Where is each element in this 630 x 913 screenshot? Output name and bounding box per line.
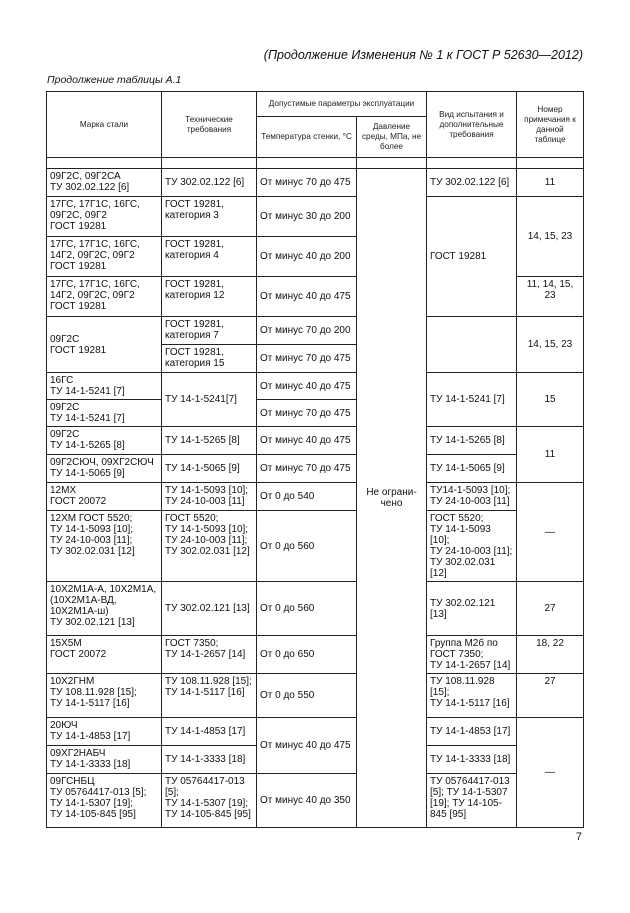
tech-cell: ТУ 302.02.122 [6] (162, 169, 257, 197)
test-cell: ТУ 14-1-5265 [8] (427, 427, 517, 455)
note-cell: 27 (517, 674, 584, 718)
temp-cell: От 0 до 650 (257, 636, 357, 674)
tech-cell: ТУ 108.11.928 [15]; ТУ 14-1-5117 [16] (162, 674, 257, 718)
temp-cell: От 0 до 560 (257, 582, 357, 636)
test-cell: Группа М2б по ГОСТ 7350; ТУ 14-1-2657 [14] (427, 636, 517, 674)
test-cell: ТУ14-1-5093 [10]; ТУ 24-10-003 [11] (427, 483, 517, 511)
temp-cell: От минус 40 до 200 (257, 237, 357, 277)
note-cell: 11, 14, 15, 23 (517, 277, 584, 317)
note-cell: — (517, 718, 584, 828)
test-cell: ТУ 14-1-3333 [18] (427, 746, 517, 774)
table-continuation-label: Продолжение таблицы А.1 (47, 74, 182, 86)
table-row (47, 197, 584, 237)
temp-cell: От минус 70 до 475 (257, 455, 357, 483)
tech-cell: ГОСТ 19281, категория 15 (162, 345, 257, 373)
temp-cell: От минус 70 до 475 (257, 169, 357, 197)
steel-cell: 09Г2СЮЧ, 09ХГ2СЮЧ ТУ 14-1-5065 [9] (47, 455, 162, 483)
tech-cell: ГОСТ 19281, категория 7 (162, 317, 257, 345)
steel-cell: 12ХМ ГОСТ 5520; ТУ 14-1-5093 [10]; ТУ 24-10-003 [11]; ТУ 302.02.031 [12] (47, 511, 162, 582)
table-row (47, 674, 584, 718)
table-row (47, 774, 584, 828)
table-row (47, 636, 584, 674)
steel-cell: 09Г2С, 09Г2СА ТУ 302.02.122 [6] (47, 169, 162, 197)
col-note-number: Номер примечания к данной таблице (517, 92, 584, 158)
table-row (47, 582, 584, 636)
table-row (47, 373, 584, 400)
pressure-cell: Не ограни- чено (357, 169, 427, 828)
steel-cell: 09Г2С ГОСТ 19281 (47, 317, 162, 373)
steel-cell: 09Г2С ТУ 14-1-5265 [8] (47, 427, 162, 455)
document-header: (Продолжение Изменения № 1 к ГОСТ Р 52630—2012) (263, 48, 583, 62)
temp-cell: От 0 до 560 (257, 511, 357, 582)
note-cell: 15 (517, 373, 584, 427)
test-cell: ТУ 14-1-5065 [9] (427, 455, 517, 483)
tech-cell: ТУ 14-1-5241[7] (162, 373, 257, 427)
tech-cell: ГОСТ 19281, категория 12 (162, 277, 257, 317)
table-row (47, 427, 584, 455)
temp-cell: От минус 40 до 475 (257, 373, 357, 400)
temp-cell: От минус 40 до 475 (257, 277, 357, 317)
col-wall-temperature: Температура стенки, °С (257, 117, 357, 158)
steel-cell: 09Г2С ТУ 14-1-5241 [7] (47, 400, 162, 427)
test-cell: ГОСТ 19281 (427, 197, 517, 317)
test-cell: ТУ 302.02.121 [13] (427, 582, 517, 636)
test-cell: ГОСТ 5520; ТУ 14-1-5093 [10]; ТУ 24-10-003 [11]; ТУ 302.02.031 [12] (427, 511, 517, 582)
test-cell (427, 317, 517, 373)
steel-cell: 15Х5М ГОСТ 20072 (47, 636, 162, 674)
steel-cell: 20ЮЧ ТУ 14-1-4853 [17] (47, 718, 162, 746)
test-cell: ТУ 108.11.928 [15]; ТУ 14-1-5117 [16] (427, 674, 517, 718)
temp-cell: От минус 40 до 475 (257, 718, 357, 774)
table-row (47, 169, 584, 197)
note-cell: 11 (517, 427, 584, 483)
tech-cell: ТУ 14-1-5265 [8] (162, 427, 257, 455)
steel-cell: 17ГС, 17Г1С, 16ГС, 09Г2С, 09Г2 ГОСТ 19281 (47, 197, 162, 237)
steel-cell: 16ГС ТУ 14-1-5241 [7] (47, 373, 162, 400)
col-technical-requirements: Технические требования (162, 92, 257, 158)
tech-cell: ТУ 14-1-5065 [9] (162, 455, 257, 483)
temp-cell: От минус 70 до 200 (257, 317, 357, 345)
steel-cell: 10Х2М1А-А, 10Х2М1А, (10Х2М1А-ВД, 10Х2М1А-ш) ТУ 302.02.121 [13] (47, 582, 162, 636)
note-cell: 14, 15, 23 (517, 317, 584, 373)
note-cell: 27 (517, 582, 584, 636)
steel-cell: 09ХГ2НАБЧ ТУ 14-1-3333 [18] (47, 746, 162, 774)
steel-cell: 10Х2ГНМ ТУ 108.11.928 [15]; ТУ 14-1-5117 [16] (47, 674, 162, 718)
temp-cell: От минус 70 до 475 (257, 345, 357, 373)
col-pressure: Давление среды, МПа, не более (357, 117, 427, 158)
note-cell: 18, 22 (517, 636, 584, 674)
temp-cell: От минус 40 до 475 (257, 427, 357, 455)
note-cell: 14, 15, 23 (517, 197, 584, 277)
table-row (47, 455, 584, 483)
table-row (47, 317, 584, 345)
steel-cell: 12МХ ГОСТ 20072 (47, 483, 162, 511)
table-row (47, 511, 584, 582)
tech-cell: ГОСТ 19281, категория 3 (162, 197, 257, 237)
temp-cell: От 0 до 550 (257, 674, 357, 718)
col-steel-grade: Марка стали (47, 92, 162, 158)
tech-cell: ТУ 14-1-4853 [17] (162, 718, 257, 746)
note-cell: 11 (517, 169, 584, 197)
test-cell: ТУ 14-1-4853 [17] (427, 718, 517, 746)
test-cell: ТУ 302.02.122 [6] (427, 169, 517, 197)
steel-cell: 17ГС, 17Г1С, 16ГС, 14Г2, 09Г2С, 09Г2 ГОСТ 19281 (47, 277, 162, 317)
tech-cell: ТУ 05764417-013 [5]; ТУ 14-1-5307 [19]; ТУ 14-105-845 [95] (162, 774, 257, 828)
note-cell: — (517, 483, 584, 582)
tech-cell: ГОСТ 19281, категория 4 (162, 237, 257, 277)
page-number: 7 (575, 831, 582, 843)
tech-cell: ГОСТ 7350; ТУ 14-1-2657 [14] (162, 636, 257, 674)
tech-cell: ГОСТ 5520; ТУ 14-1-5093 [10]; ТУ 24-10-003 [11]; ТУ 302.02.031 [12] (162, 511, 257, 582)
col-operating-params: Допустимые параметры эксплуатации (257, 92, 427, 117)
temp-cell: От минус 70 до 475 (257, 400, 357, 427)
temp-cell: От 0 до 540 (257, 483, 357, 511)
tech-cell: ТУ 14-1-5093 [10]; ТУ 24-10-003 [11] (162, 483, 257, 511)
test-cell: ТУ 05764417-013 [5]; ТУ 14-1-5307 [19]; ТУ 14-105- 845 [95] (427, 774, 517, 828)
table-row (47, 718, 584, 746)
steel-cell: 09ГСНБЦ ТУ 05764417-013 [5]; ТУ 14-1-5307 [19]; ТУ 14-105-845 [95] (47, 774, 162, 828)
steel-cell: 17ГС, 17Г1С, 16ГС, 14Г2, 09Г2С, 09Г2 ГОСТ 19281 (47, 237, 162, 277)
test-cell: ТУ 14-1-5241 [7] (427, 373, 517, 427)
temp-cell: От минус 40 до 350 (257, 774, 357, 828)
col-test-type: Вид испытания и дополнительные требования (427, 92, 517, 158)
table-row (47, 483, 584, 511)
tech-cell: ТУ 302.02.121 [13] (162, 582, 257, 636)
temp-cell: От минус 30 до 200 (257, 197, 357, 237)
tech-cell: ТУ 14-1-3333 [18] (162, 746, 257, 774)
steel-grades-table (46, 91, 584, 828)
